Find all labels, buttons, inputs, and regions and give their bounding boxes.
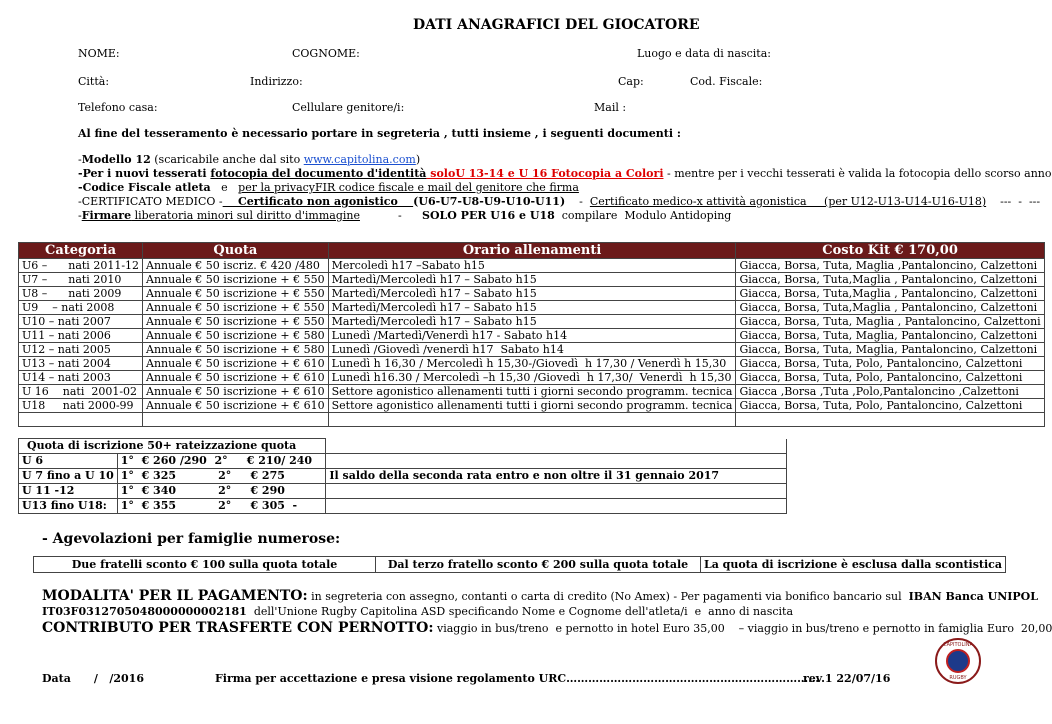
contributo-text: viaggio in bus/treno e pernotto in hotel Euro 35,00 – viaggio in bus/treno e pernotto in famiglia Euro 20,00 — [433, 622, 1052, 635]
table-row — [19, 413, 1045, 427]
doc-line-5-c: liberatoria minori sul diritto d'immagine — [131, 209, 360, 222]
cell-quota: Annuale € 50 iscrizione + € 610 — [143, 385, 329, 399]
doc-line-4 — [78, 195, 1040, 208]
pagamento-line-2 — [42, 605, 793, 618]
field-tel: Telefono casa: — [78, 101, 158, 114]
doc-line-5-antidoping — [422, 209, 731, 222]
doc-line-1 — [78, 153, 420, 166]
cell-kit: Giacca, Borsa, Tuta,Maglia , Pantaloncino, Calzettoni — [736, 287, 1044, 301]
categories-table — [18, 242, 1045, 427]
doc-line-1-d: ) — [415, 153, 421, 166]
table-row — [19, 287, 1045, 301]
pagamento-head: MODALITA' PER IL PAGAMENTO: — [42, 588, 308, 604]
doc-line-4-c: (U6-U7-U8-U9-U10-U11) — [413, 195, 566, 208]
quota-rate: 1° € 325 2° € 275 — [117, 469, 326, 484]
doc-line-1-a: - — [78, 153, 82, 166]
agevolazioni-title: - Agevolazioni per famiglie numerose: — [42, 531, 341, 547]
cell-orario: Settore agonistico allenamenti tutti i giorni secondo programm. tecnica — [328, 385, 736, 399]
quota-note — [326, 499, 787, 514]
doc-line-1-c: (scaricabile anche dal sito — [150, 153, 304, 166]
cell-orario — [328, 413, 736, 427]
col-quota: Quota — [143, 243, 329, 259]
cell-orario: Martedì/Mercoledì h17 – Sabato h15 — [328, 301, 736, 315]
intro-text: Al fine del tesseramento è necessario portare in segreteria , tutti insieme , i seguenti documenti : — [78, 127, 681, 140]
quota-cat: U 7 fino a U 10 — [19, 469, 118, 484]
quota-table — [18, 438, 787, 514]
cell-kit: Giacca, Borsa, Tuta, Maglia, Pantaloncino, Calzettoni — [736, 343, 1044, 357]
doc-line-2-a: -Per i nuovi tesserati — [78, 167, 211, 180]
doc-line-3-c: per la privacyFIR codice fiscale e mail del genitore che firma — [238, 181, 579, 194]
quota-cat: U 6 — [19, 454, 118, 469]
quota-header-row — [19, 439, 787, 454]
logo-text-top: CAPITOLINA — [943, 642, 973, 648]
doc-line-5-f: compilare Modulo Antidoping — [554, 209, 732, 222]
logo-text-bottom: RUGBY — [949, 675, 967, 681]
quota-row — [19, 484, 787, 499]
cell-kit — [736, 413, 1044, 427]
quota-rate: 1° € 260 /290 2° € 210/ 240 — [117, 454, 326, 469]
cell-quota — [143, 413, 329, 427]
cell-orario: Mercoledì h17 –Sabato h15 — [328, 259, 736, 273]
field-cf: Cod. Fiscale: — [690, 75, 763, 88]
field-cap: Cap: — [618, 75, 644, 88]
table-row — [19, 273, 1045, 287]
agevolazioni-table — [33, 556, 1006, 573]
cell-categoria: U14 – nati 2003 — [19, 371, 143, 385]
doc-line-2-d: - mentre per i vecchi tesserati è valida la fotocopia dello scorso anno — [663, 167, 1052, 180]
doc-line-4-d: - — [565, 195, 590, 208]
cell-categoria: U13 – nati 2004 — [19, 357, 143, 371]
field-mail: Mail : — [594, 101, 627, 114]
cell-kit: Giacca, Borsa, Tuta, Maglia , Pantaloncino, Calzettoni — [736, 315, 1044, 329]
table-header — [19, 243, 1045, 259]
cell-orario: Lunedì /Giovedì /venerdì h17 Sabato h14 — [328, 343, 736, 357]
agevolazioni-row — [34, 557, 1006, 573]
cell-quota: Annuale € 50 iscrizione + € 550 — [143, 301, 329, 315]
col-categoria: Categoria — [19, 243, 143, 259]
cell-categoria: U 16 nati 2001-02 — [19, 385, 143, 399]
doc-line-4-a: -CERTIFICATO MEDICO - — [78, 195, 223, 208]
quota-header-empty — [326, 439, 787, 454]
pagamento-rest: dell'Unione Rugby Capitolina ASD specificando Nome e Cognome dell'atleta/i e anno di nascita — [246, 605, 793, 618]
pagamento-text: in segreteria con assegno, contanti o carta di credito (No Amex) - Per pagamenti via bonifico bancario sul — [307, 590, 909, 603]
doc-line-4-f: --- - --- — [986, 195, 1041, 208]
table-row — [19, 357, 1045, 371]
col-orario: Orario allenamenti — [328, 243, 736, 259]
doc-line-2 — [78, 167, 1052, 180]
cell-orario: Martedì/Mercoledì h17 – Sabato h15 — [328, 273, 736, 287]
doc-line-4-b: Certificato non agonistico — [222, 195, 414, 208]
quota-header: Quota di iscrizione 50+ rateizzazione quota — [19, 439, 326, 454]
page-title: DATI ANAGRAFICI DEL GIOCATORE — [413, 17, 700, 33]
cell-categoria: U9 – nati 2008 — [19, 301, 143, 315]
doc-line-2-c: soloU 13-14 e U 16 Fotocopia a Colori — [426, 167, 664, 180]
cell-kit: Giacca, Borsa, Tuta, Maglia, Pantaloncino, Calzettoni — [736, 329, 1044, 343]
cell-quota: Annuale € 50 iscrizione + € 610 — [143, 371, 329, 385]
quota-row — [19, 454, 787, 469]
cell-categoria: U8 – nati 2009 — [19, 287, 143, 301]
cell-quota: Annuale € 50 iscriz. € 420 /480 — [143, 259, 329, 273]
cell-kit: Giacca ,Borsa ,Tuta ,Polo,Pantaloncino ,Calzettoni — [736, 385, 1044, 399]
doc-line-3 — [78, 181, 579, 194]
field-cognome: COGNOME: — [292, 47, 360, 60]
footer-data: Data / /2016 — [42, 672, 144, 685]
logo-emblem — [946, 649, 970, 673]
quota-row — [19, 499, 787, 514]
cell-quota: Annuale € 50 iscrizione + € 550 — [143, 287, 329, 301]
table-row — [19, 315, 1045, 329]
cell-kit: Giacca, Borsa, Tuta, Maglia ,Pantaloncino, Calzettoni — [736, 259, 1044, 273]
agevolazione-esclusa: La quota di iscrizione è esclusa dalla scontistica — [700, 557, 1005, 573]
doc-line-5-dash: - — [398, 209, 402, 222]
cell-quota: Annuale € 50 iscrizione + € 610 — [143, 357, 329, 371]
field-cell: Cellulare genitore/i: — [292, 101, 405, 114]
quota-rate: 1° € 340 2° € 290 — [117, 484, 326, 499]
quota-note — [326, 484, 787, 499]
cell-categoria: U6 – nati 2011-12 — [19, 259, 143, 273]
cell-orario: Lunedì h16.30 / Mercoledì –h 15,30 /Giovedì h 17,30/ Venerdì h 15,30 — [328, 371, 736, 385]
quota-rate: 1° € 355 2° € 305 - — [117, 499, 326, 514]
cell-kit: Giacca, Borsa, Tuta, Polo, Pantaloncino, Calzettoni — [736, 399, 1044, 413]
quota-cat: U13 fino U18: — [19, 499, 118, 514]
cell-orario: Lunedì h 16,30 / Mercoledì h 15,30-/Giovedì h 17,30 / Venerdì h 15,30 — [328, 357, 736, 371]
cell-orario: Martedì/Mercoledì h17 – Sabato h15 — [328, 315, 736, 329]
field-citta: Città: — [78, 75, 110, 88]
cell-kit: Giacca, Borsa, Tuta, Polo, Pantaloncino, Calzettoni — [736, 371, 1044, 385]
cell-categoria: U11 – nati 2006 — [19, 329, 143, 343]
doc-line-5-e: SOLO PER U16 e U18 — [422, 209, 555, 222]
iban-code: IT03F0312705048000000002181 — [42, 605, 247, 618]
cell-kit: Giacca, Borsa, Tuta,Maglia , Pantaloncino, Calzettoni — [736, 273, 1044, 287]
cell-kit: Giacca, Borsa, Tuta,Maglia , Pantaloncino, Calzettoni — [736, 301, 1044, 315]
cell-quota: Annuale € 50 iscrizione + € 610 — [143, 399, 329, 413]
cell-quota: Annuale € 50 iscrizione + € 580 — [143, 329, 329, 343]
cell-quota: Annuale € 50 iscrizione + € 550 — [143, 315, 329, 329]
table-row — [19, 385, 1045, 399]
pagamento-iban: IBAN Banca UNIPOL — [908, 590, 1038, 603]
modello-12: Modello 12 — [81, 153, 151, 166]
agevolazione-due-fratelli: Due fratelli sconto € 100 sulla quota totale — [34, 557, 376, 573]
cell-categoria — [19, 413, 143, 427]
cell-orario: Lunedì /Martedì/Venerdì h17 - Sabato h14 — [328, 329, 736, 343]
contributo-line — [42, 620, 1052, 636]
doc-line-5 — [78, 209, 360, 222]
doc-line-3-a: -Codice Fiscale atleta — [78, 181, 211, 194]
quota-note: Il saldo della seconda rata entro e non oltre il 31 gennaio 2017 — [326, 469, 787, 484]
col-kit: Costo Kit € 170,00 — [736, 243, 1044, 259]
cell-orario: Settore agonistico allenamenti tutti i giorni secondo programm. tecnica — [328, 399, 736, 413]
contributo-head: CONTRIBUTO PER TRASFERTE CON PERNOTTO: — [42, 620, 434, 636]
table-row — [19, 399, 1045, 413]
table-row — [19, 371, 1045, 385]
doc-line-2-b: fotocopia del documento d'identità — [210, 167, 427, 180]
quota-cat: U 11 -12 — [19, 484, 118, 499]
table-row — [19, 329, 1045, 343]
cell-quota: Annuale € 50 iscrizione + € 550 — [143, 273, 329, 287]
cell-categoria: U7 – nati 2010 — [19, 273, 143, 287]
footer-rev: rev.1 22/07/16 — [803, 672, 891, 685]
doc-line-5-a: - — [78, 209, 82, 222]
table-row — [19, 343, 1045, 357]
table-row — [19, 259, 1045, 273]
field-indirizzo: Indirizzo: — [250, 75, 303, 88]
doc-line-3-b: e — [210, 181, 239, 194]
cell-kit: Giacca, Borsa, Tuta, Polo, Pantaloncino, Calzettoni — [736, 357, 1044, 371]
cell-categoria: U10 – nati 2007 — [19, 315, 143, 329]
site-link[interactable]: www.capitolina.com — [303, 153, 416, 166]
cell-quota: Annuale € 50 iscrizione + € 580 — [143, 343, 329, 357]
agevolazione-terzo-fratello: Dal terzo fratello sconto € 200 sulla quota totale — [376, 557, 701, 573]
field-nome: NOME: — [78, 47, 120, 60]
quota-note — [326, 454, 787, 469]
footer-firma: Firma per accettazione e presa visione regolamento URC…………………………………………………………… — [215, 672, 820, 685]
capitolina-logo — [935, 638, 981, 684]
doc-line-4-e: Certificato medico-x attività agonistica (per U12-U13-U14-U16-U18) — [589, 195, 987, 208]
pagamento-line — [42, 588, 1038, 604]
cell-categoria: U12 – nati 2005 — [19, 343, 143, 357]
cell-orario: Martedì/Mercoledì h17 – Sabato h15 — [328, 287, 736, 301]
table-row — [19, 301, 1045, 315]
field-luogo: Luogo e data di nascita: — [637, 47, 771, 60]
quota-row — [19, 469, 787, 484]
cell-categoria: U18 nati 2000-99 — [19, 399, 143, 413]
doc-line-5-b: Firmare — [81, 209, 132, 222]
